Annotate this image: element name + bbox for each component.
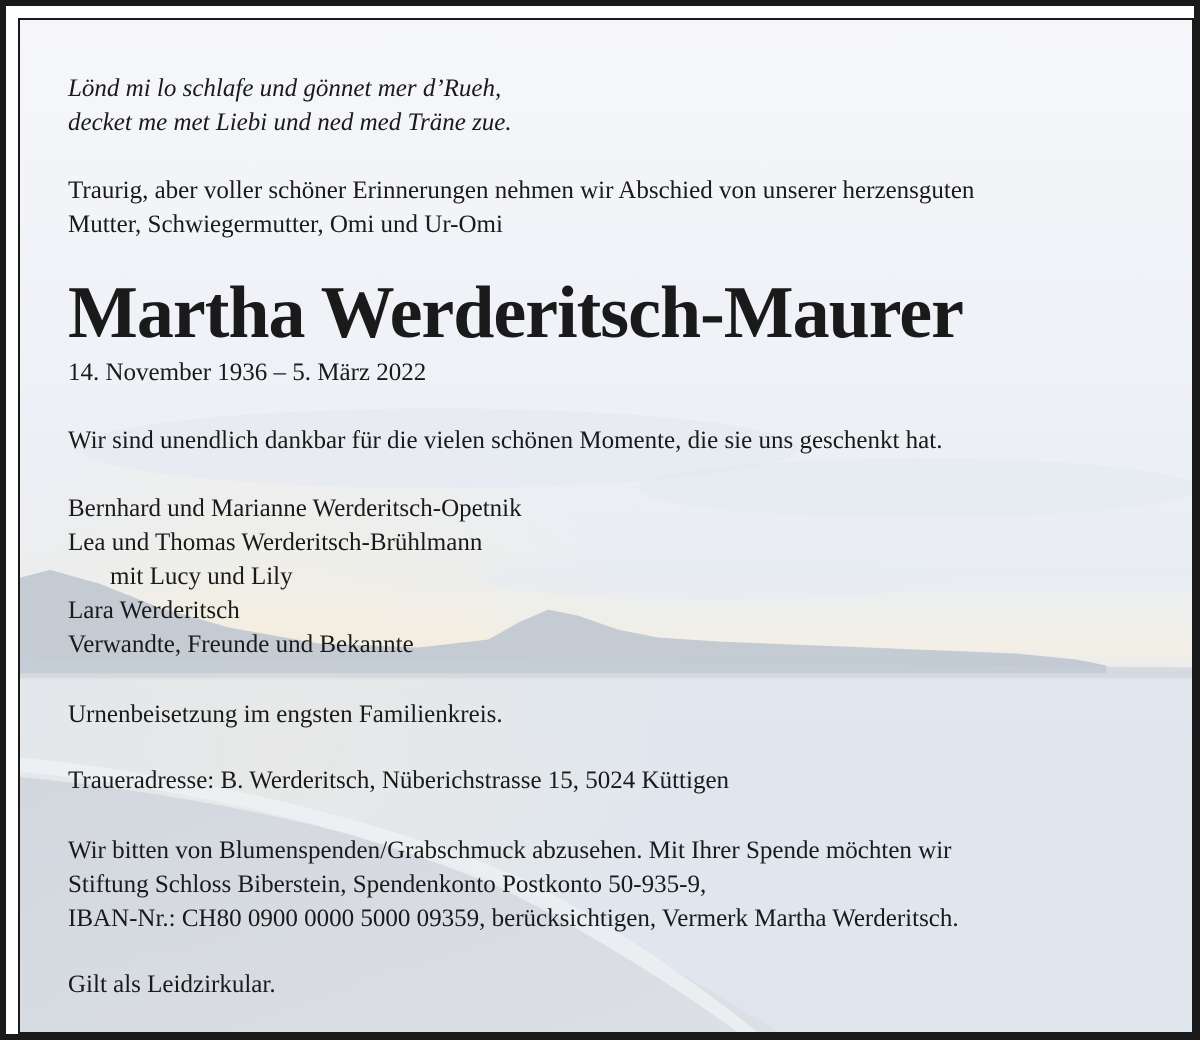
mourner-entry: Bernhard und Marianne Werderitsch-Opetnik <box>68 495 522 522</box>
donation-line: Wir bitten von Blumenspenden/Grabschmuck abzusehen. Mit Ihrer Spende möchten wir <box>68 837 952 864</box>
motto-line: decket me met Liebi und ned med Träne zue. <box>68 109 512 136</box>
mourner-entry: mit Lucy und Lily <box>110 563 293 590</box>
donation-line: Stiftung Schloss Biberstein, Spendenkonto Postkonto 50-935-9, <box>68 871 707 898</box>
inner-border <box>18 18 1194 1034</box>
donation-request <box>68 834 959 936</box>
donation-line: IBAN-Nr.: CH80 0900 0000 5000 09359, berücksichtigen, Vermerk Martha Werderitsch. <box>68 905 959 932</box>
mourner-entry: Lara Werderitsch <box>68 597 240 624</box>
burial-note: Urnenbeisetzung im engsten Familienkreis. <box>68 701 503 728</box>
mourner-entry: Verwandte, Freunde und Bekannte <box>68 631 414 658</box>
intro-text <box>68 174 974 242</box>
mourners-list <box>68 492 522 662</box>
intro-line: Traurig, aber voller schöner Erinnerungen nehmen wir Abschied von unserer herzensguten <box>68 177 975 204</box>
mourning-address: Traueradresse: B. Werderitsch, Nüberichstrasse 15, 5024 Küttigen <box>68 767 730 794</box>
mourner-entry: Lea und Thomas Werderitsch-Brühlmann <box>68 529 483 556</box>
motto-line: Lönd mi lo schlafe und gönnet mer d’Rueh, <box>68 75 502 102</box>
circular-note: Gilt als Leidzirkular. <box>68 971 276 998</box>
intro-line: Mutter, Schwiegermutter, Omi und Ur-Omi <box>68 211 503 238</box>
thanks-text: Wir sind unendlich dankbar für die vielen schönen Momente, die sie uns geschenkt hat. <box>68 427 943 454</box>
life-dates: 14. November 1936 – 5. März 2022 <box>68 359 427 386</box>
deceased-name: Martha Werderitsch-Maurer <box>68 272 963 354</box>
motto-verse <box>68 72 512 140</box>
